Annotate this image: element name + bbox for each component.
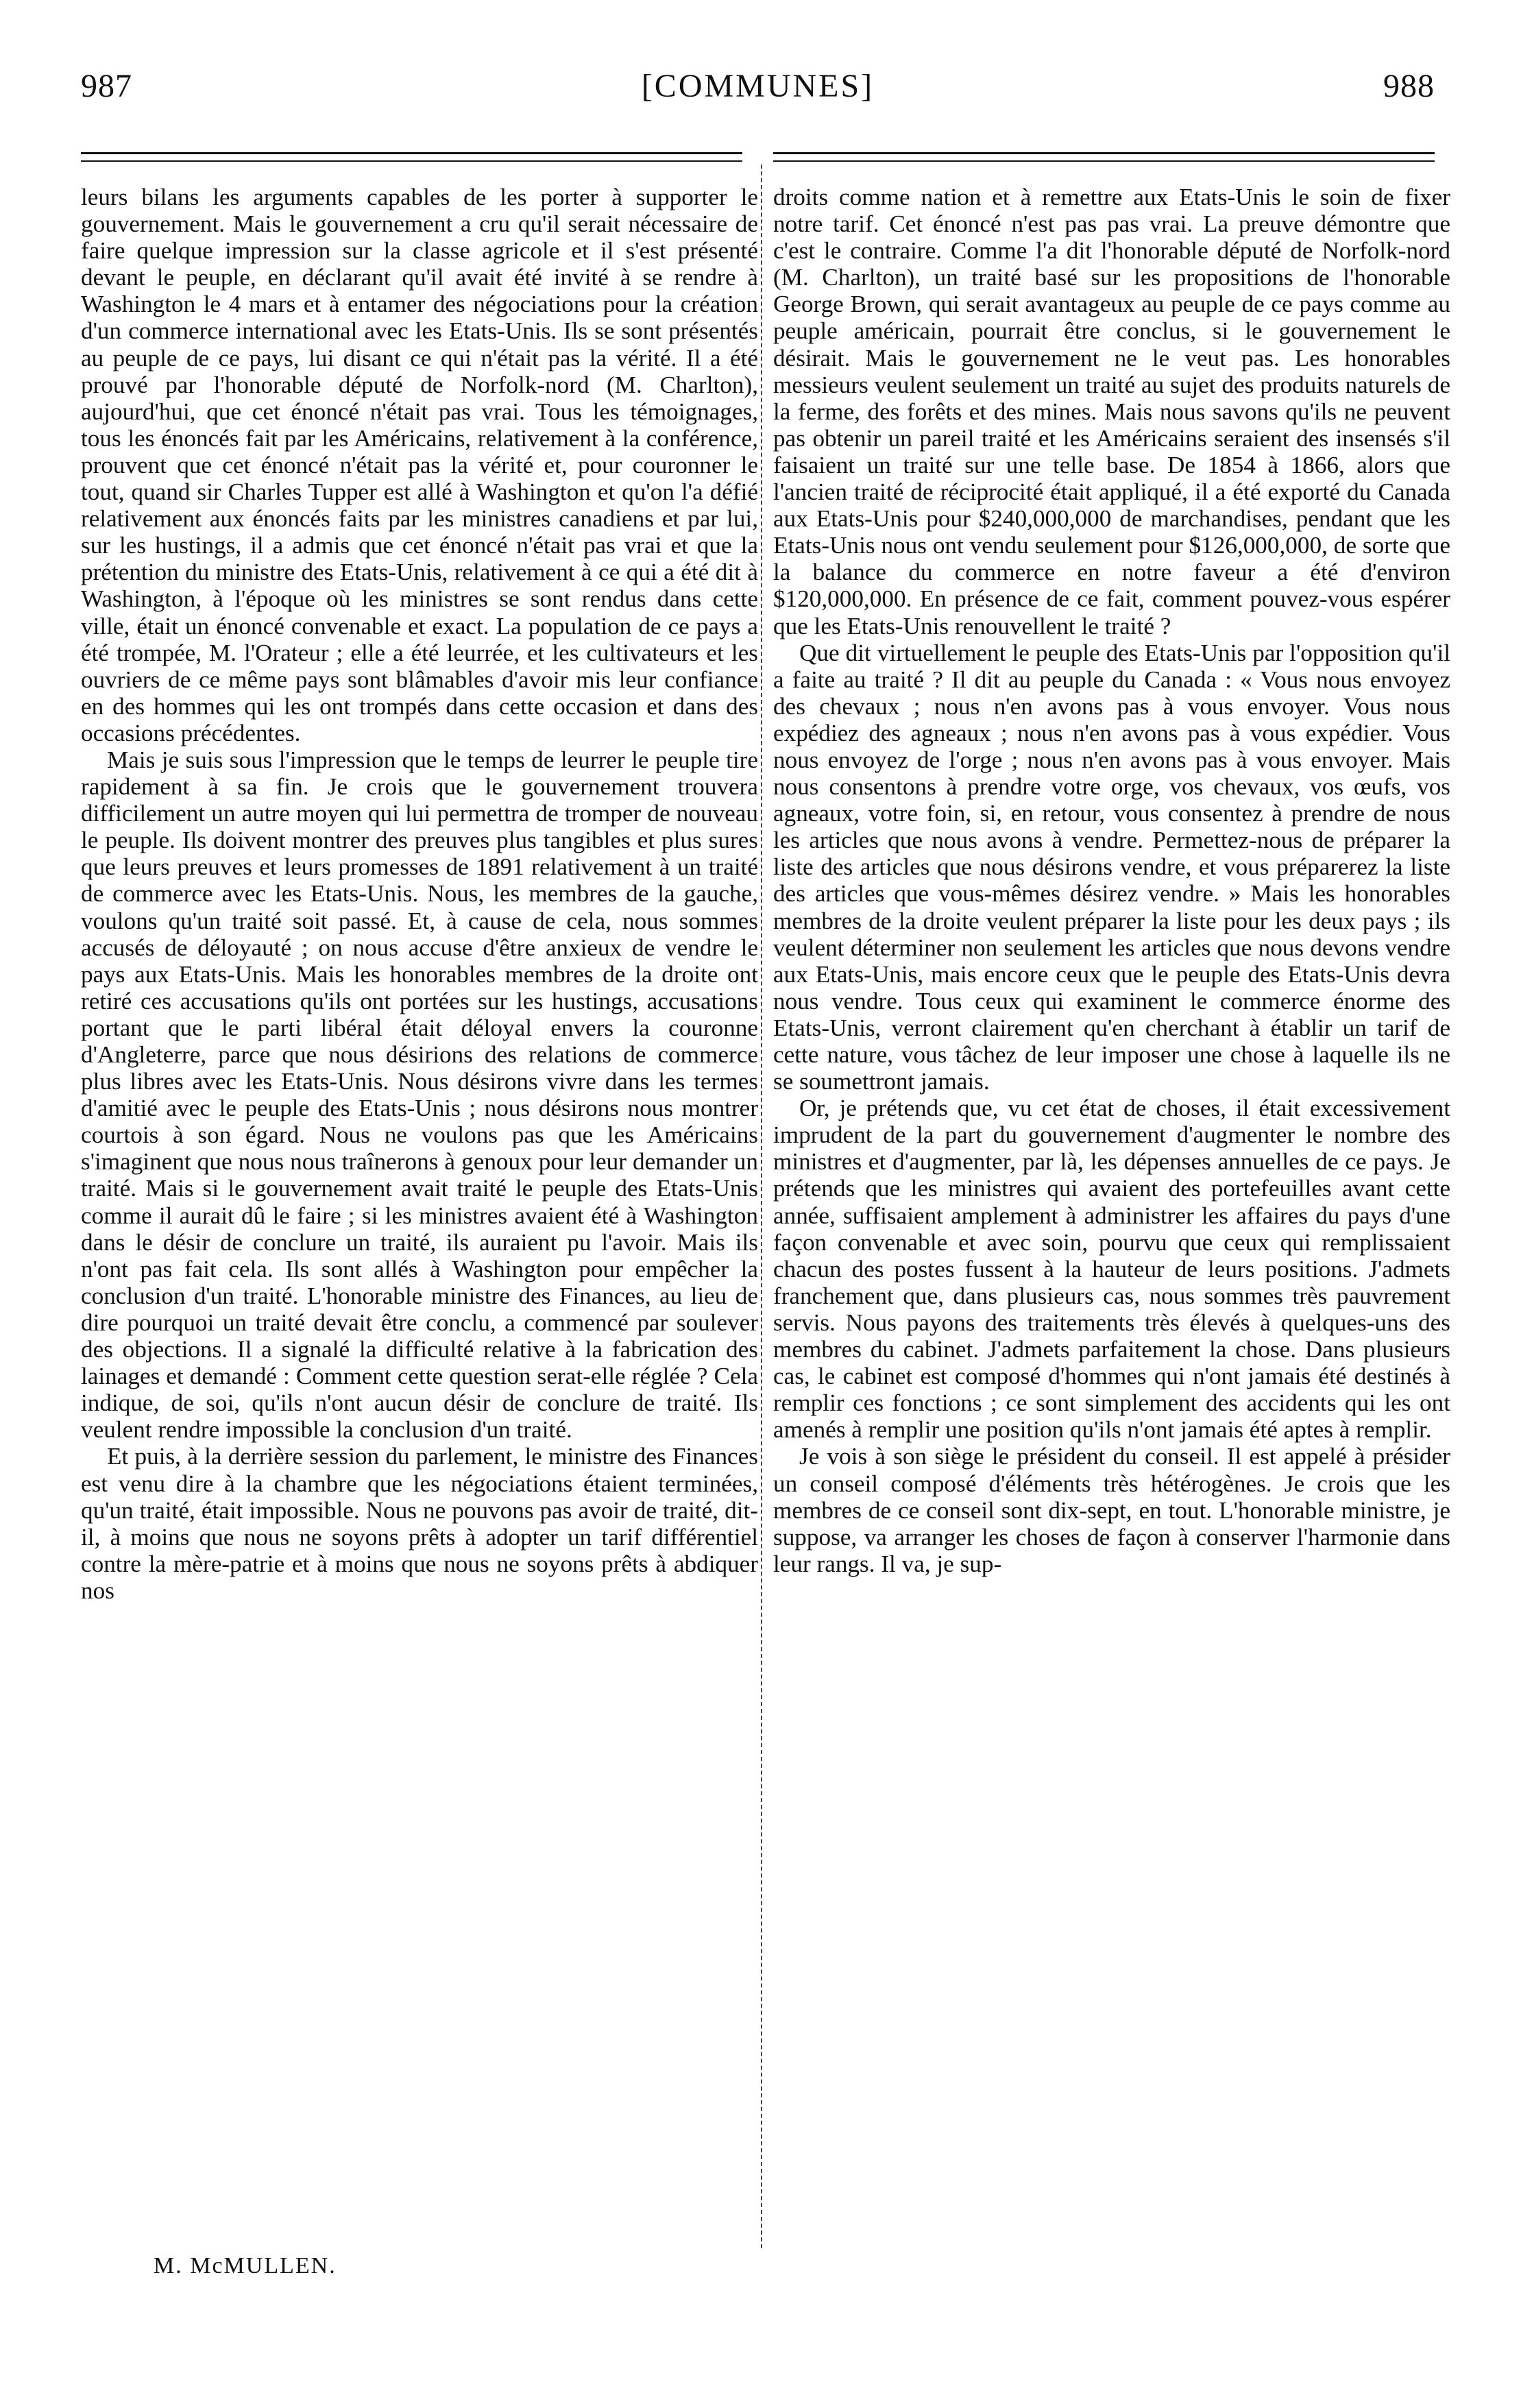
header-rule-right-bottom [773,160,1435,162]
left-column [81,184,758,1604]
header-rule-left-top [81,152,742,154]
right-column [773,184,1450,1577]
running-head: [COMMUNES] [641,68,875,104]
column-divider [761,165,762,2248]
paragraph: leurs bilans les arguments capables de les porter à supporter le gouvernement. Mais le gouvernement a cru qu'il serait nécessaire de faire quelque impression sur la classe agricole et il s'est présenté devant le peuple, en déclarant qu'il avait été invité à se rendre à Washington le 4 mars et à entamer des négociations pour la création d'un commerce international avec les Etats-Unis. Ils se sont présentés au peuple de ce pays, lui disant ce qui n'était pas la vérité. Il a été prouvé par l'honorable député de Norfolk-nord (M. Charlton), aujourd'hui, que cet énoncé n'était pas vrai. Tous les témoignages, tous les énoncés fait par les Américains, relativement à la conférence, prouvent que cet énoncé n'était pas la vérité et, pour couronner le tout, quand sir Charles Tupper est allé à Washington et qu'on l'a défié relativement aux énoncés faits par les ministres canadiens et par lui, sur les hustings, il a admis que cet énoncé n'était pas vrai et que la prétention du ministre des Etats-Unis, relativement à ce qui a été dit à Washington, à l'époque où les ministres se sont rendus dans cette ville, était un énoncé convenable et exact. La population de ce pays a été trompée, M. l'Orateur ; elle a été leurrée, et les cultivateurs et les ouvriers de ce même pays sont blâmables d'avoir mis leur confiance en des hommes qui les ont trompés dans cette occasion et dans des occasions précédentes. [81,184,758,746]
paragraph: Mais je suis sous l'impression que le temps de leurrer le peuple tire rapidement à sa fin. Je crois que le gouvernement trouvera difficilement un autre moyen qui lui permettra de tromper de nouveau le peuple. Ils doivent montrer des preuves plus tangibles et plus sures que leurs preuves et leurs promesses de 1891 relativement à un traité de commerce avec les Etats-Unis. Nous, les membres de la gauche, voulons qu'un traité soit passé. Et, à cause de cela, nous sommes accusés de déloyauté ; on nous accuse d'être anxieux de vendre le pays aux Etats-Unis. Mais les honorables membres de la droite ont retiré ces accusations qu'ils ont portées sur les hustings, accusations portant que le parti libéral était déloyal envers la couronne d'Angleterre, parce que nous désirions des relations de commerce plus libres avec les Etats-Unis. Nous désirons vivre dans les termes d'amitié avec le peuple des Etats-Unis ; nous désirons nous montrer courtois à son égard. Nous ne voulons pas que les Américains s'imaginent que nous nous traînerons à genoux pour leur demander un traité. Mais si le gouvernement avait traité le peuple des Etats-Unis comme il aurait dû le faire ; si les ministres avaient été à Washington dans le désir de conclure un traité, ils auraient pu l'avoir. Mais ils n'ont pas fait cela. Ils sont allés à Washington pour empêcher la conclusion d'un traité. L'honorable ministre des Finances, au lieu de dire pourquoi un traité devait être conclu, a commencé par soulever des objections. Il a signalé la difficulté relative à la fabrication des lainages et demandé : Comment cette question serat-elle réglée ? Cela indique, de soi, qu'ils n'ont aucun désir de conclure de traité. Ils veulent rendre impossible la conclusion d'un traité. [81,746,758,1444]
paragraph: droits comme nation et à remettre aux Etats-Unis le soin de fixer notre tarif. Cet énoncé n'est pas pas vrai. La preuve démontre que c'est le contraire. Comme l'a dit l'honorable député de Norfolk-nord (M. Charlton), un traité basé sur les propositions de l'honorable George Brown, qui serait avantageux au peuple de ce pays comme au peuple américain, pourrait être conclus, si le gouvernement le désirait. Mais le gouvernement ne le veut pas. Les honorables messieurs veulent seulement un traité au sujet des produits naturels de la ferme, des forêts et des mines. Mais nous savons qu'ils ne peuvent pas obtenir un pareil traité et les Américains seraient des insensés s'il faisaient un traité sur une telle base. De 1854 à 1866, alors que l'ancien traité de réciprocité était appliqué, il a été exporté du Canada aux Etats-Unis pour $240,000,000 de marchandises, pendant que les Etats-Unis nous ont vendu seulement pour $126,000,000, de sorte que la balance du commerce en notre faveur a été d'environ $120,000,000. En présence de ce fait, comment pouvez-vous espérer que les Etats-Unis renouvellent le traité ? [773,184,1450,640]
page-number-right: 988 [1383,68,1435,104]
header-rule-right-top [773,152,1435,154]
page-number-left: 987 [81,68,132,104]
paragraph: Or, je prétends que, vu cet état de choses, il était excessivement imprudent de la part du gouvernement d'augmenter le nombre des ministres et d'augmenter, par là, les dépenses annuelles de ce pays. Je prétends que les ministres qui avaient des portefeuilles avant cette année, suffisaient amplement à administrer les affaires du pays d'une façon convenable et avec soin, pourvu que ceux qui remplissaient chacun des postes fussent à la hauteur de leurs positions. J'admets franchement que, dans plusieurs cas, nous sommes très pauvrement servis. Nous payons des traitements très élevés à quelques-uns des membres du cabinet. J'admets parfaitement la chose. Dans plusieurs cas, le cabinet est composé d'hommes qui n'ont jamais été destinés à remplir ces fonctions ; ce sont simplement des accidents qui les ont amenés à remplir une position qu'ils n'ont jamais été aptes à remplir. [773,1095,1450,1444]
paragraph: Je vois à son siège le président du conseil. Il est appelé à présider un conseil composé d'éléments très hétérogènes. Je crois que les membres de ce conseil sont dix-sept, en tout. L'honorable ministre, je suppose, va arranger les choses de façon à conserver l'harmonie dans leur rangs. Il va, je sup- [773,1443,1450,1577]
paragraph: Et puis, à la derrière session du parlement, le ministre des Finances est venu dire à la chambre que les négociations étaient terminées, qu'un traité, était impossible. Nous ne pouvons pas avoir de traité, dit-il, à moins que nous ne soyons prêts à adopter un tarif différentiel contre la mère-patrie et à moins que nous ne soyons prêts à abdiquer nos [81,1443,758,1604]
paragraph: Que dit virtuellement le peuple des Etats-Unis par l'opposition qu'il a faite au traité ? Il dit au peuple du Canada : « Vous nous envoyez des chevaux ; nous n'en avons pas à vous envoyer. Vous nous expédiez des agneaux ; nous n'en avons pas à vous expédier. Vous nous envoyez de l'orge ; nous n'en avons pas à vous envoyer. Mais nous consentons à prendre votre orge, vos chevaux, vos œufs, vos agneaux, votre foin, si, en retour, vous consentez à prendre de nous les articles que nous avons à vendre. Permettez-nous de préparer la liste des articles que nous désirons vendre, et vous préparerez la liste des articles que vous-mêmes désirez vendre. » Mais les honorables membres de la droite veulent préparer la liste pour les deux pays ; ils veulent déterminer non seulement les articles que nous devons vendre aux Etats-Unis, mais encore ceux que le peuple des Etats-Unis devra nous vendre. Tous ceux qui examinent le commerce énorme des Etats-Unis, verront clairement qu'en cherchant à établir un tarif de cette nature, vous tâchez de leur imposer une chose à laquelle ils ne se soumettront jamais. [773,639,1450,1095]
header-rule-left-bottom [81,160,742,162]
speaker-signature: M. McMULLEN. [154,2253,337,2278]
page-header [81,67,1435,115]
